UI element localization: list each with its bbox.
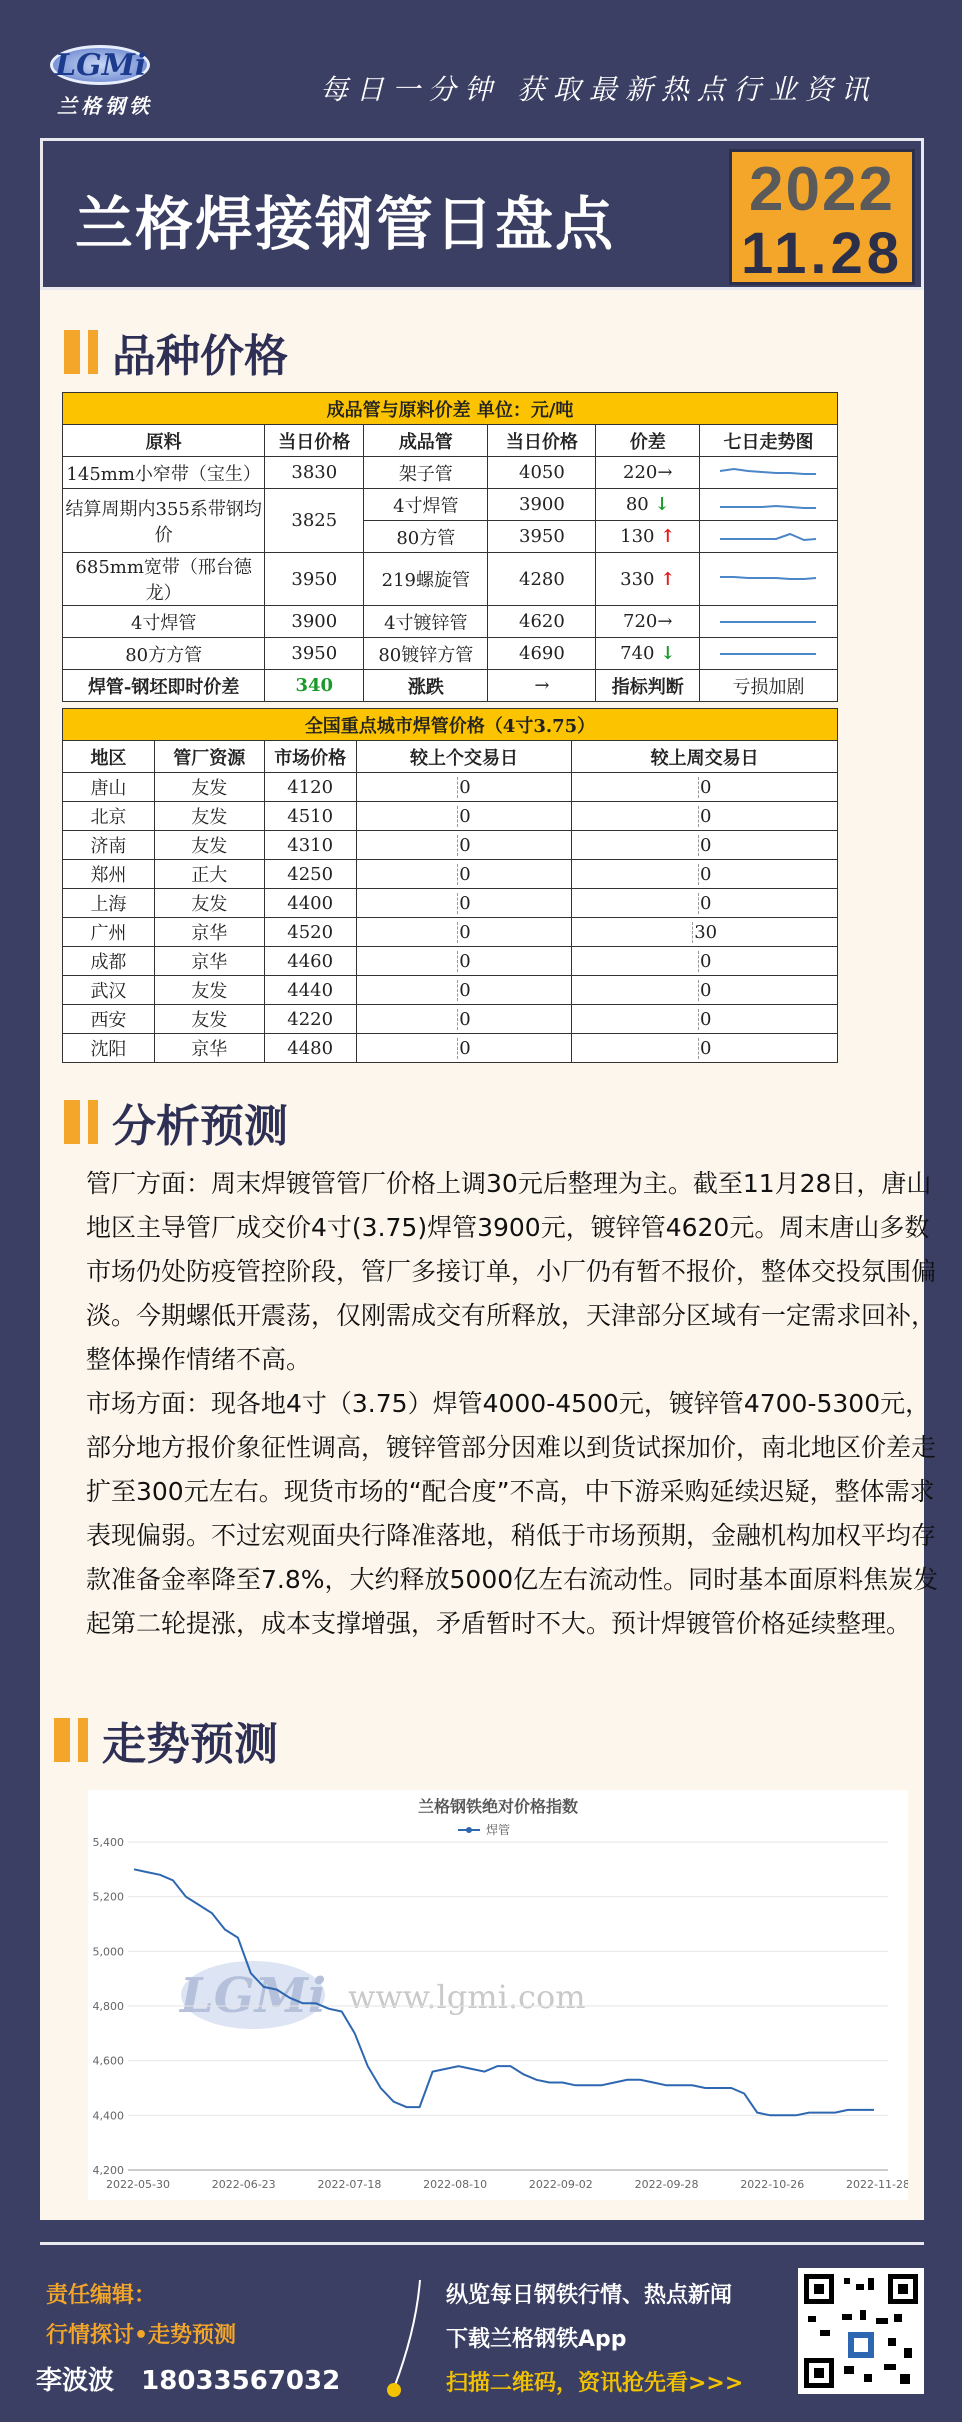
- sparkline-icon: [718, 644, 818, 664]
- arrow-icon: →: [657, 462, 673, 483]
- week-change: [572, 889, 838, 918]
- mill-name: [154, 802, 264, 831]
- summary-label: 焊管-钢坯即时价差: [63, 670, 265, 702]
- y-tick-label: 5,000: [92, 1945, 124, 1959]
- table-row: [63, 553, 838, 606]
- city-name-value: 唐山: [90, 778, 127, 799]
- spread-value: 720: [623, 611, 658, 632]
- mill-name-value: 友发: [191, 836, 228, 857]
- page-title: 兰格焊接钢管日盘点: [75, 190, 616, 258]
- heading-bar-icon: [64, 330, 80, 374]
- city-rows: [63, 773, 838, 1063]
- day-change: [356, 947, 572, 976]
- chart-title: 兰格钢铁绝对价格指数: [417, 1797, 579, 1816]
- day-change-value: 0: [459, 776, 471, 798]
- day-change: [356, 802, 572, 831]
- mill-name: [154, 773, 264, 802]
- section-heading-prices: [64, 320, 288, 384]
- spread-cell: [596, 606, 699, 638]
- heading-bar-icon: [54, 1718, 70, 1762]
- product-price: 4620: [488, 606, 596, 638]
- market-price-value: 4220: [287, 1008, 334, 1030]
- day-change: [356, 976, 572, 1005]
- sparkline-icon: [718, 612, 818, 632]
- spread-value: 330: [620, 568, 655, 590]
- city-name: [63, 773, 155, 802]
- editor-topics: 行情探讨•走势预测: [46, 2323, 237, 2348]
- date-badge: [729, 149, 915, 285]
- change-value: →: [488, 670, 596, 702]
- product: 架子管: [364, 457, 488, 489]
- market-price: [264, 976, 356, 1005]
- city-name: [63, 976, 155, 1005]
- spread-value: 740: [620, 643, 655, 664]
- sparkline-icon: [718, 569, 818, 589]
- product-price: 3900: [488, 489, 596, 521]
- column-header: 成品管: [364, 425, 488, 457]
- summary-row: [63, 670, 838, 702]
- market-price-value: 4400: [287, 892, 334, 914]
- market-price-value: 4250: [287, 863, 334, 885]
- section-title: 分析预测: [112, 1101, 288, 1152]
- raw-price: 3950: [265, 553, 364, 606]
- week-change: [572, 773, 838, 802]
- table-row: [63, 918, 838, 947]
- week-change: [572, 976, 838, 1005]
- week-change: [572, 918, 838, 947]
- city-name-value: 上海: [90, 894, 127, 915]
- day-change-value: 0: [459, 805, 471, 827]
- mill-name-value: 友发: [191, 894, 228, 915]
- x-tick-label: 2022-09-02: [528, 2178, 593, 2191]
- week-change: [572, 947, 838, 976]
- week-change-value: 0: [699, 892, 712, 914]
- mill-name-value: 友发: [191, 1010, 228, 1031]
- column-header: 地区: [63, 741, 155, 773]
- footer-divider: [40, 2242, 924, 2245]
- day-change: [356, 918, 572, 947]
- heading-bar-icon: [88, 330, 98, 374]
- city-name-value: 广州: [90, 923, 127, 944]
- qr-pattern: [804, 2274, 918, 2388]
- raw-price: 3830: [265, 457, 364, 489]
- week-change-value: 0: [699, 863, 712, 885]
- editor-phone: 18033567032: [141, 2366, 341, 2396]
- sparkline: [699, 553, 837, 606]
- arrow-down-icon: ↓: [660, 643, 676, 664]
- legend-marker-icon: [466, 1827, 472, 1833]
- sparkline: [699, 638, 837, 670]
- week-change-value: 0: [699, 776, 712, 798]
- qr-code-icon[interactable]: [798, 2268, 924, 2394]
- market-price: [264, 773, 356, 802]
- spread-cell: [596, 457, 699, 489]
- logo-subtitle: 兰格钢铁: [57, 94, 153, 118]
- spread-cell: [596, 553, 699, 606]
- market-price-value: 4510: [287, 805, 334, 827]
- title-bar: [40, 138, 924, 290]
- raw-price: 3950: [265, 638, 364, 670]
- sparkline: [699, 457, 837, 489]
- heading-bar-icon: [64, 1100, 80, 1144]
- table-row: [63, 802, 838, 831]
- sparkline: [699, 489, 837, 521]
- column-header: 市场价格: [264, 741, 356, 773]
- y-tick-label: 4,800: [92, 2000, 124, 2013]
- y-tick-label: 5,200: [92, 1890, 124, 1904]
- market-price: [264, 947, 356, 976]
- column-header: 原料: [63, 425, 265, 457]
- market-price: [264, 831, 356, 860]
- table-row: [63, 489, 838, 521]
- market-price: [264, 802, 356, 831]
- market-price-value: 4310: [287, 834, 334, 856]
- editor-name: 李波波: [36, 2366, 115, 2396]
- day-change-value: 0: [459, 950, 471, 972]
- spread-table: [62, 392, 838, 702]
- week-change: [572, 1034, 838, 1063]
- city-name-value: 武汉: [90, 981, 127, 1002]
- city-name-value: 北京: [90, 807, 127, 828]
- week-change-value: 0: [699, 834, 712, 856]
- table-row: [63, 638, 838, 670]
- column-header: 较上个交易日: [356, 741, 572, 773]
- x-tick-label: 2022-11-28: [846, 2178, 908, 2191]
- day-change: [356, 773, 572, 802]
- week-change: [572, 802, 838, 831]
- raw-material: 685mm宽带（邢台德龙）: [63, 553, 265, 606]
- legend-label: 焊管: [486, 1823, 511, 1837]
- city-name-value: 西安: [90, 1010, 127, 1031]
- market-price: [264, 1034, 356, 1063]
- city-price-table: [62, 708, 838, 1063]
- spread-cell: [596, 638, 699, 670]
- sparkline-icon: [718, 495, 818, 515]
- footer-line3[interactable]: 扫描二维码，资讯抢先看>>>: [446, 2371, 744, 2396]
- indicator-value: 亏损加剧: [699, 670, 837, 702]
- city-name: [63, 1034, 155, 1063]
- x-tick-label: 2022-08-10: [423, 2178, 488, 2191]
- city-name-value: 成都: [90, 952, 127, 973]
- table-row: [63, 976, 838, 1005]
- market-price-value: 4120: [287, 776, 334, 798]
- raw-material: 145mm小窄带（宝生）: [63, 457, 265, 489]
- day-change-value: 0: [459, 1037, 471, 1059]
- pen-icon: [380, 2270, 440, 2410]
- brand-logo[interactable]: [40, 40, 160, 120]
- week-change-value: 30: [694, 921, 718, 943]
- section-heading-analysis: [64, 1090, 288, 1154]
- day-change-value: 0: [459, 834, 471, 856]
- editor-label: 责任编辑：: [46, 2283, 157, 2308]
- logo-text: LGMi: [55, 48, 147, 83]
- day-change: [356, 831, 572, 860]
- watermark-logo: LGMi: [179, 1968, 327, 2024]
- city-name-value: 沈阳: [90, 1039, 127, 1060]
- spread-table-caption: 成品管与原料价差 单位：元/吨: [63, 393, 838, 425]
- date-year: 2022: [749, 155, 895, 224]
- day-change-value: 0: [459, 1008, 471, 1030]
- sparkline: [699, 521, 837, 553]
- mill-name: [154, 889, 264, 918]
- table-row: [63, 1005, 838, 1034]
- column-header: 价差: [596, 425, 699, 457]
- section-title: 品种价格: [112, 331, 288, 382]
- column-header: 当日价格: [265, 425, 364, 457]
- table-row: [63, 831, 838, 860]
- city-name-value: 郑州: [90, 865, 127, 886]
- week-change: [572, 831, 838, 860]
- product-price: 4690: [488, 638, 596, 670]
- editor-contact: [36, 2360, 340, 2397]
- market-price-value: 4480: [287, 1037, 334, 1059]
- day-change: [356, 860, 572, 889]
- product: 80镀锌方管: [364, 638, 488, 670]
- product-price: 4050: [488, 457, 596, 489]
- market-price: [264, 860, 356, 889]
- market-price-value: 4520: [287, 921, 334, 943]
- column-header: 七日走势图: [699, 425, 837, 457]
- mill-name: [154, 831, 264, 860]
- y-tick-label: 5,400: [92, 1836, 124, 1849]
- spread-value: 130: [620, 526, 655, 547]
- week-change: [572, 1005, 838, 1034]
- mill-name-value: 友发: [191, 778, 228, 799]
- watermark-url: www.lgmi.com: [348, 1978, 586, 2016]
- table-row: [63, 860, 838, 889]
- x-tick-label: 2022-09-28: [634, 2178, 699, 2191]
- city-name: [63, 831, 155, 860]
- table-row: [63, 889, 838, 918]
- mill-name: [154, 1005, 264, 1034]
- day-change-value: 0: [459, 863, 471, 885]
- footer-line2: 下载兰格钢铁App: [446, 2327, 627, 2352]
- city-name: [63, 860, 155, 889]
- week-change: [572, 860, 838, 889]
- x-tick-label: 2022-10-26: [740, 2178, 805, 2191]
- product-price: 4280: [488, 553, 596, 606]
- change-label: 涨跌: [364, 670, 488, 702]
- week-change-value: 0: [699, 805, 712, 827]
- market-price: [264, 889, 356, 918]
- product: 4寸焊管: [364, 489, 488, 521]
- x-tick-label: 2022-05-30: [106, 2178, 170, 2191]
- day-change-value: 0: [459, 979, 471, 1001]
- market-price-value: 4440: [287, 979, 334, 1001]
- spread-value: 220: [623, 462, 658, 483]
- mill-name: [154, 1034, 264, 1063]
- table-row: [63, 1034, 838, 1063]
- chart-svg: [88, 1790, 908, 2200]
- raw-material: 结算周期内355系带钢均价: [63, 489, 265, 553]
- section-heading-trend: [54, 1708, 278, 1772]
- week-change-value: 0: [699, 1037, 712, 1059]
- heading-bar-icon: [88, 1100, 98, 1144]
- arrow-up-icon: ↑: [660, 526, 676, 547]
- city-name: [63, 802, 155, 831]
- table-row: [63, 457, 838, 489]
- city-name: [63, 1005, 155, 1034]
- mill-name: [154, 976, 264, 1005]
- product: 4寸镀锌管: [364, 606, 488, 638]
- column-header: 当日价格: [488, 425, 596, 457]
- day-change-value: 0: [459, 921, 471, 943]
- week-change-value: 0: [699, 950, 712, 972]
- table-row: [63, 947, 838, 976]
- day-change: [356, 889, 572, 918]
- y-tick-label: 4,600: [92, 2054, 124, 2068]
- table-row: [63, 773, 838, 802]
- product: 219螺旋管: [364, 553, 488, 606]
- table-row: [63, 606, 838, 638]
- market-price-value: 4460: [287, 950, 334, 972]
- mill-name-value: 正大: [191, 865, 228, 886]
- product: 80方管: [364, 521, 488, 553]
- sparkline: [699, 606, 837, 638]
- day-change: [356, 1034, 572, 1063]
- price-index-chart: [88, 1790, 908, 2200]
- heading-bar-icon: [78, 1718, 88, 1762]
- city-name: [63, 889, 155, 918]
- mill-name-value: 友发: [191, 981, 228, 1002]
- footer-line1: 纵览每日钢铁行情、热点新闻: [446, 2283, 733, 2308]
- city-name: [63, 947, 155, 976]
- raw-material: 4寸焊管: [63, 606, 265, 638]
- content-panel: [40, 290, 939, 2220]
- x-axis: [106, 2170, 908, 2191]
- sparkline-icon: [718, 527, 818, 547]
- city-name: [63, 918, 155, 947]
- indicator-label: 指标判断: [596, 670, 699, 702]
- raw-price: 3900: [265, 606, 364, 638]
- watermark: [178, 1961, 586, 2029]
- column-header: 管厂资源: [154, 741, 264, 773]
- y-tick-label: 4,400: [92, 2109, 124, 2123]
- city-table-caption: 全国重点城市焊管价格（4寸3.75）: [63, 709, 838, 741]
- slogan: 每日一分钟 获取最新热点行业资讯: [320, 73, 877, 106]
- summary-value: 340: [265, 670, 364, 702]
- day-change-value: 0: [459, 892, 471, 914]
- section-title: 走势预测: [102, 1719, 278, 1770]
- market-price: [264, 918, 356, 947]
- arrow-icon: →: [657, 611, 673, 632]
- y-tick-label: 4,200: [92, 2164, 124, 2177]
- arrow-down-icon: ↓: [654, 494, 670, 515]
- spread-value: 80: [625, 494, 649, 515]
- analysis-market: 市场方面：现各地4寸（3.75）焊管4000-4500元，镀锌管4700-5300元，部分地方报价象征性调高，镀锌管部分因难以到货试探加价，南北地区价差走扩至300元左右。现货市场的“配合度”不高，中下游采购延续迟疑，整体需求表现偏弱。不过宏观面央行降准落地，稍低于市场预期，金融机构加权平均存款准备金率降至7.8%，大约释放5000亿左右流动性。同时基本面原料焦炭发起第二轮提涨，成本支撑增强，矛盾暂时不大。预计焊镀管价格延续整理。: [86, 1389, 939, 1638]
- mill-name: [154, 918, 264, 947]
- spread-cell: [596, 521, 699, 553]
- x-tick-label: 2022-06-23: [211, 2178, 276, 2191]
- product-price: 3950: [488, 521, 596, 553]
- raw-price: 3825: [265, 489, 364, 553]
- spread-cell: [596, 489, 699, 521]
- week-change-value: 0: [699, 1008, 712, 1030]
- y-axis: [93, 1836, 889, 2177]
- x-tick-label: 2022-07-18: [317, 2178, 382, 2191]
- mill-name-value: 京华: [191, 952, 228, 973]
- raw-material: 80方方管: [63, 638, 265, 670]
- city-name-value: 济南: [90, 836, 127, 857]
- mill-name-value: 京华: [191, 923, 228, 944]
- week-change-value: 0: [699, 979, 712, 1001]
- analysis-mill: 管厂方面：周末焊镀管管厂价格上调30元后整理为主。截至11月28日，唐山地区主导管厂成交价4寸(3.75)焊管3900元，镀锌管4620元。周末唐山多数市场仍处防疫管控阶段，管厂多接订单，小厂仍有暂不报价，整体交投氛围偏淡。今期螺低开震荡，仅刚需成交有所释放，天津部分区域有一定需求回补，整体操作情绪不高。: [86, 1169, 937, 1374]
- mill-name: [154, 947, 264, 976]
- market-price: [264, 1005, 356, 1034]
- mill-name-value: 京华: [191, 1039, 228, 1060]
- sparkline-icon: [718, 463, 818, 483]
- mill-name: [154, 860, 264, 889]
- arrow-up-icon: ↑: [660, 568, 676, 590]
- date-day: 11.28: [741, 221, 903, 286]
- mill-name-value: 友发: [191, 807, 228, 828]
- column-header: 较上周交易日: [572, 741, 838, 773]
- day-change: [356, 1005, 572, 1034]
